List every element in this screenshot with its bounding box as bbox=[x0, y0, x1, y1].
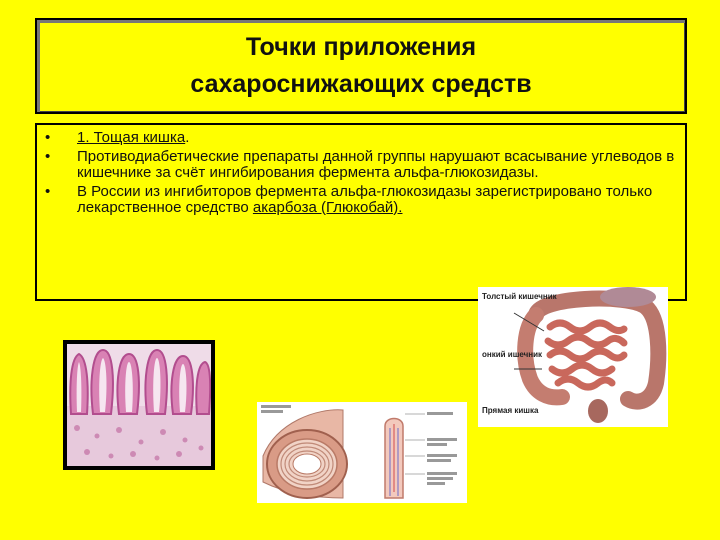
intestine-cross-section-icon bbox=[257, 402, 467, 503]
title-box bbox=[35, 18, 687, 114]
bullet-3-text: В России из ингибиторов фермента альфа-глюкозидазы зарегистрировано только лекарственное средство bbox=[77, 183, 653, 216]
bullet-marker: • bbox=[45, 183, 51, 200]
drug-name-link[interactable]: акарбоза (Глюкобай). bbox=[252, 199, 403, 216]
colon-anatomy-icon bbox=[478, 287, 668, 427]
bullet-2-text: Противодиабетические препараты данной группы нарушают всасывание углеводов в кишечнике за счёт ингибирования фермента альфа-глюкозидазы. bbox=[77, 148, 675, 181]
intestinal-villi-icon bbox=[67, 344, 211, 466]
content-box bbox=[35, 123, 687, 301]
colon-label-mid: онкий ишечник bbox=[482, 350, 543, 359]
bullet-list bbox=[45, 130, 675, 219]
slide-title: Точки приложения сахароснижающих средств bbox=[190, 33, 532, 98]
bullet-marker: • bbox=[45, 129, 51, 146]
bullet-item-2 bbox=[45, 149, 675, 181]
villi-micrograph-image bbox=[63, 340, 215, 470]
colon-label-top: Толстый кишечник bbox=[482, 292, 557, 301]
bullet-1-suffix: . bbox=[185, 129, 190, 146]
colon-anatomy-image bbox=[478, 287, 668, 427]
bullet-marker: • bbox=[45, 148, 51, 165]
bullet-1-heading: 1. Тощая кишка bbox=[77, 129, 186, 146]
colon-label-bottom: Прямая кишка bbox=[482, 406, 539, 415]
bullet-item-3 bbox=[45, 184, 675, 216]
intestine-section-image bbox=[257, 402, 467, 503]
bullet-item-1 bbox=[45, 130, 675, 146]
